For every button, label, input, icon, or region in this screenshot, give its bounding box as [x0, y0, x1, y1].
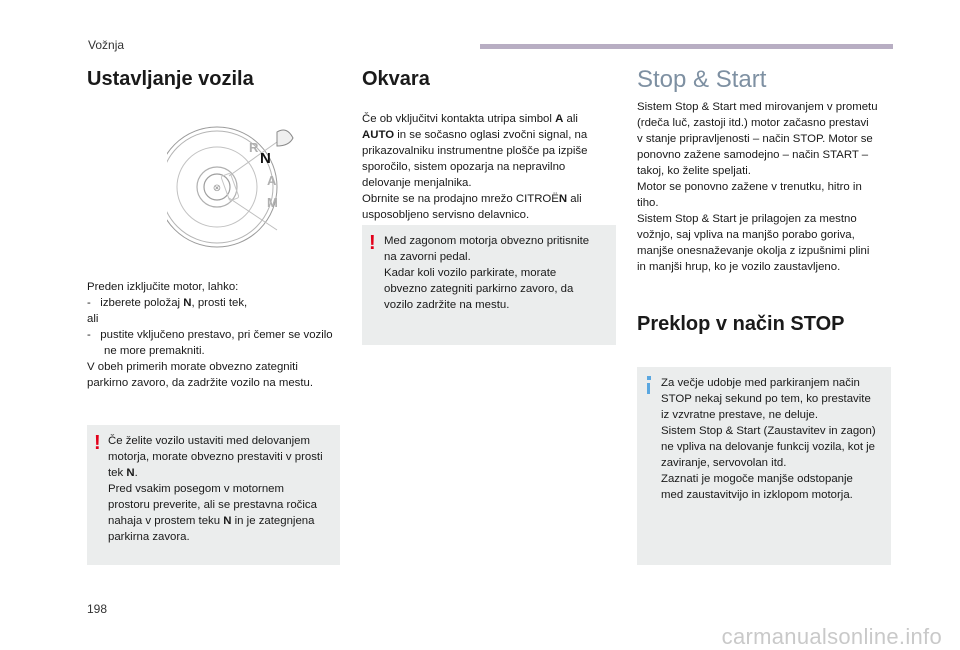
text-line: sporočilo, sistem opozarja na nepravilno — [362, 161, 566, 173]
gear-letter-n: N — [260, 150, 271, 167]
page-number: 198 — [87, 602, 108, 616]
text-line: motorja, morate obvezno prestaviti v prosti — [108, 451, 323, 463]
section-title-ustavljanje: Ustavljanje vozila — [87, 68, 254, 90]
text-line: zaviranje, servovolan itd. — [661, 457, 787, 469]
text-line: STOP nekaj sekund po tem, ko prestavite — [661, 393, 871, 405]
text-line: Če ob vključitvi kontakta utripa simbol A ali — [362, 113, 578, 125]
text-line: iz vzvratne prestave, ne deluje. — [661, 409, 819, 421]
header-bar — [480, 44, 893, 49]
text-line: Sistem Stop & Start je prilagojen za mestno — [637, 213, 857, 225]
text-line: ne vpliva na delovanje funkcij vozila, kot je — [661, 441, 876, 453]
text-line: - pustite vključeno prestavo, pri čemer se vozilo ne more premakniti. — [87, 329, 333, 357]
text-line: manjše onesnaževanje okolja z izpušnimi plini — [637, 245, 870, 257]
text-line: Kadar koli vozilo parkirate, morate — [384, 267, 557, 279]
text-line: Pred vsakim posegom v motornem — [108, 483, 284, 495]
warning-box-fault — [362, 225, 616, 345]
text-line: nahaja v prostem teku N in je zategnjena — [108, 515, 315, 527]
text-line: tek N. — [108, 467, 138, 479]
text-line: in manjši hrup, ko je vozilo zaustavljeno. — [637, 261, 841, 273]
info-icon — [647, 383, 650, 394]
section-title-stop-start: Stop & Start — [637, 66, 767, 93]
stop-instructions — [87, 279, 340, 391]
text-line: Med zagonom motorja obvezno pritisnite — [384, 235, 590, 247]
gear-selector-illustration — [167, 108, 377, 258]
watermark: carmanualsonline.info — [721, 624, 942, 649]
text-line: parkirna zavora. — [108, 531, 190, 543]
text-line: Če želite vozilo ustaviti med delovanjem — [108, 435, 310, 447]
section-header: Vožnja — [88, 38, 125, 52]
section-title-okvara: Okvara — [362, 68, 430, 90]
text-line: Obrnite se na prodajno mrežo CITROËN ali — [362, 193, 582, 205]
svg-text:⊗: ⊗ — [212, 183, 222, 194]
warning-text — [108, 433, 338, 545]
info-icon-dot — [647, 376, 651, 380]
text-line: vožnjo, saj vpliva na manjšo porabo goriva, — [637, 229, 855, 241]
info-box-stop-mode — [637, 367, 891, 565]
text-line: tiho. — [637, 197, 659, 209]
text-line: Sistem Stop & Start med mirovanjem v prometu — [637, 101, 878, 113]
text-line: delovanje menjalnika. — [362, 177, 472, 189]
gear-letter-a: A — [267, 173, 277, 188]
text-line: Motor se ponovno zažene v trenutku, hitro in — [637, 181, 862, 193]
text-line: na zavorni pedal. — [384, 251, 471, 263]
fault-description — [362, 111, 616, 223]
text-line: - izberete položaj N, prosti tek, — [87, 297, 248, 309]
gear-letter-r: R — [249, 140, 259, 155]
warning-text — [384, 233, 612, 313]
text-line: obvezno zategniti parkirno zavoro, da — [384, 283, 574, 295]
text-line: takoj, ko želite speljati. — [637, 165, 751, 177]
gear-letter-m: M — [267, 195, 278, 210]
text-line: (rdeča luč, zastoji itd.) motor začasno prestavi — [637, 117, 869, 129]
text-line: V obeh primerih morate obvezno zategniti — [87, 361, 298, 373]
text-line: Zaznati je mogoče manjše odstopanje — [661, 473, 853, 485]
text-line: vozilo zadržite na mestu. — [384, 299, 510, 311]
stop-start-description — [637, 99, 891, 275]
text-line: ponovno zažene samodejno – način START – — [637, 149, 869, 161]
text-line: Preden izključite motor, lahko: — [87, 281, 239, 293]
section-subtitle-stop-mode: Preklop v način STOP — [637, 313, 845, 335]
text-line: Sistem Stop & Start (Zaustavitev in zagon) — [661, 425, 876, 437]
text-line: prostoru preverite, ali se prestavna ročica — [108, 499, 317, 511]
text-line: usposobljeno servisno delavnico. — [362, 209, 530, 221]
text-line: Za večje udobje med parkiranjem način — [661, 377, 860, 389]
text-line: AUTO in se sočasno oglasi zvočni signal, na — [362, 129, 588, 141]
text-line: v stanje pripravljenosti – način STOP. Motor se — [637, 133, 873, 145]
text-line: ali — [87, 313, 99, 325]
warning-box-stop — [87, 425, 340, 565]
text-line: med zaustavitvijo in izklopom motorja. — [661, 489, 853, 501]
text-line: parkirno zavoro, da zadržite vozilo na mestu. — [87, 377, 314, 389]
warning-icon: ! — [369, 232, 376, 254]
text-line: prikazovalniku instrumentne plošče pa izpiše — [362, 145, 588, 157]
info-text — [661, 375, 889, 503]
warning-icon: ! — [94, 432, 101, 454]
